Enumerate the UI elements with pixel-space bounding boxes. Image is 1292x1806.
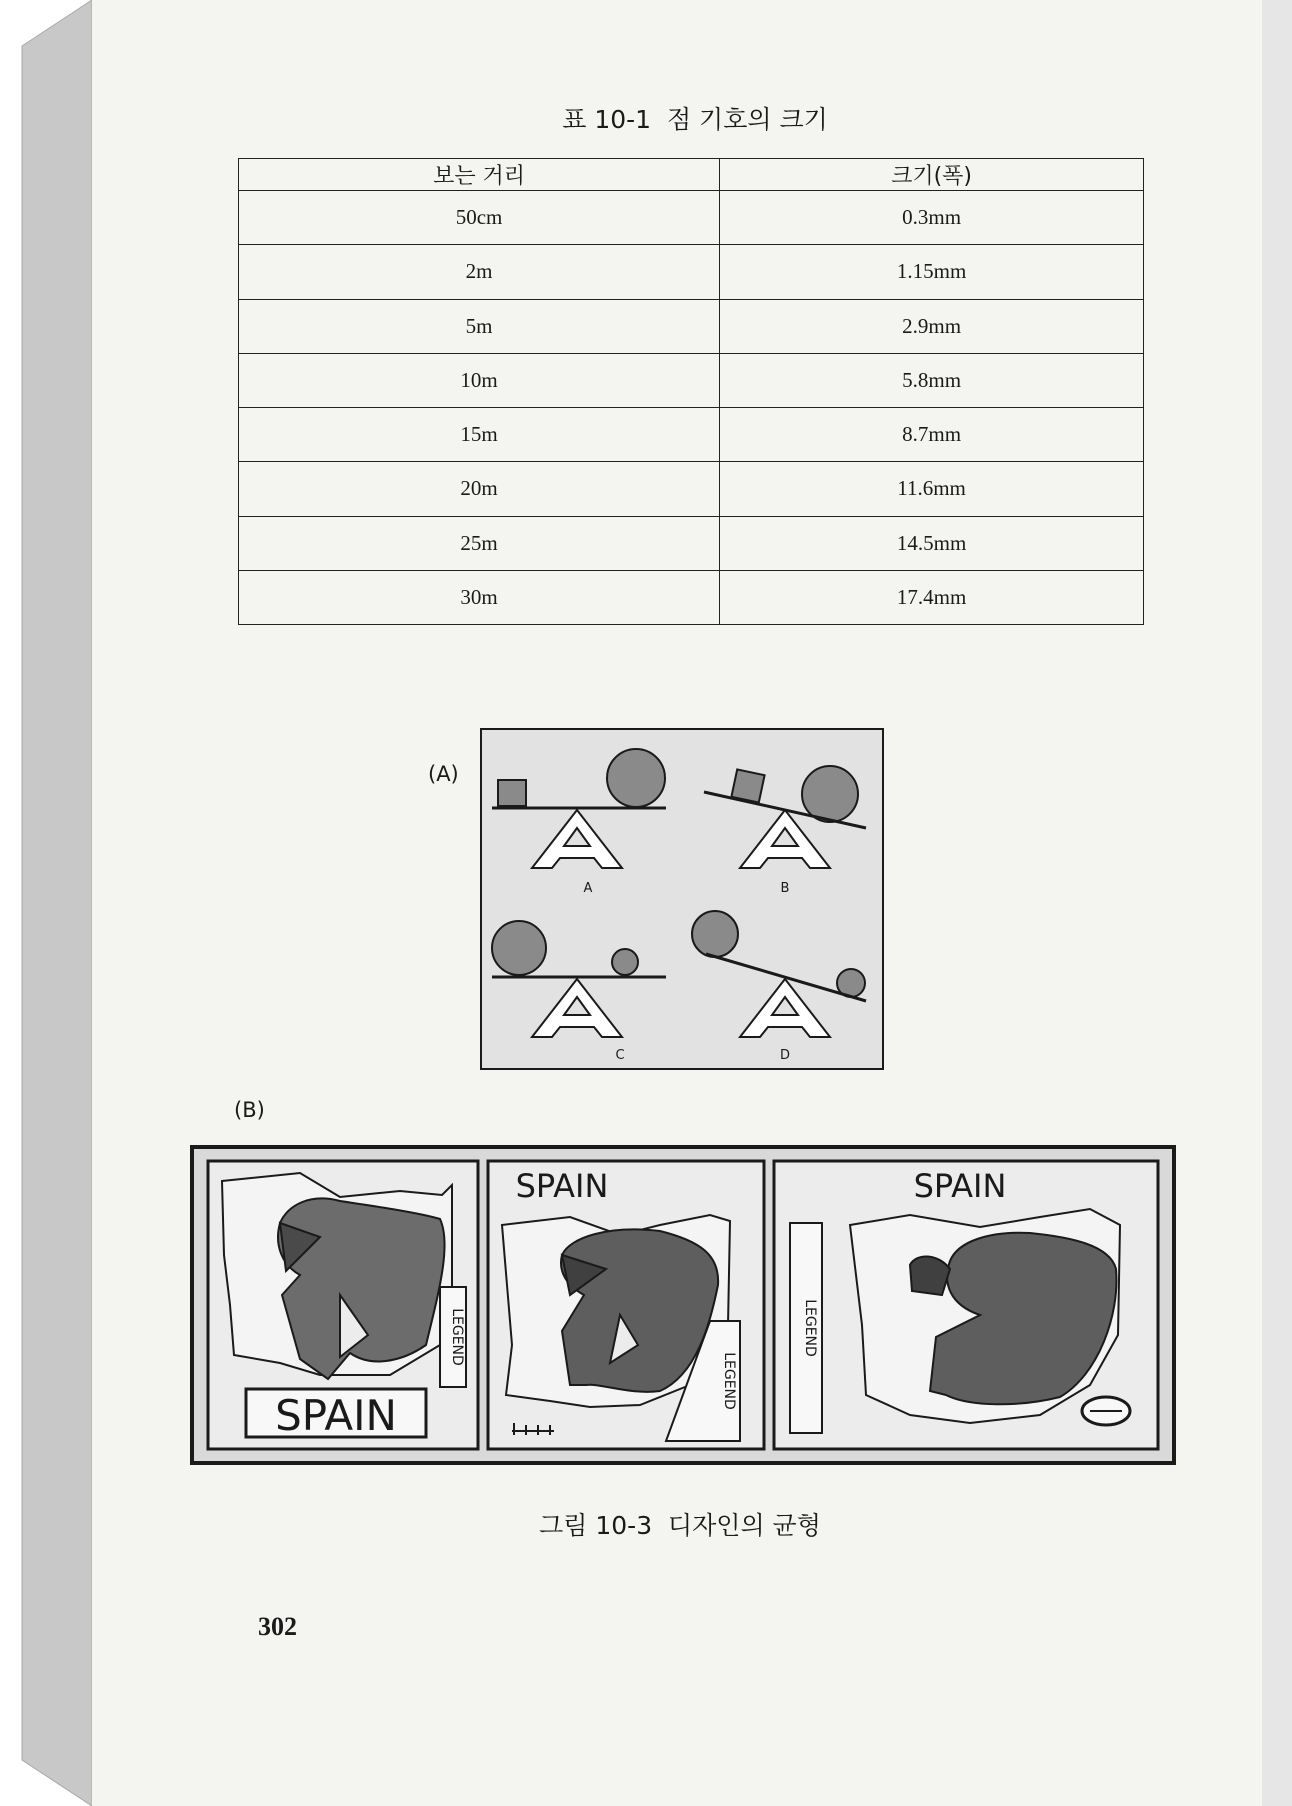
distance-cell: 2m [239, 245, 720, 299]
figure-caption: 그림 10-3 디자인의 균형 [539, 1511, 821, 1540]
distance-cell: 30m [239, 570, 720, 624]
seesaw-label: B [780, 881, 790, 896]
circle-weight [607, 749, 665, 807]
map-layout-2 [488, 1161, 764, 1449]
column-header-size-width: 크기(폭) [720, 159, 1144, 191]
size-cell: 11.6mm [720, 462, 1144, 516]
circle-weight [612, 949, 638, 975]
size-cell: 17.4mm [720, 570, 1144, 624]
map-title: SPAIN [913, 1167, 1007, 1205]
map-legend: LEGEND [802, 1299, 818, 1357]
table-row [239, 299, 1144, 353]
square-weight [731, 769, 764, 802]
map-title: SPAIN [515, 1167, 609, 1205]
page-number: 302 [258, 1612, 297, 1641]
distance-cell: 10m [239, 353, 720, 407]
distance-cell: 20m [239, 462, 720, 516]
table-row [239, 353, 1144, 407]
map-title: SPAIN [275, 1391, 397, 1440]
map-layout-1 [208, 1161, 478, 1449]
square-weight [498, 780, 526, 806]
table-row [239, 408, 1144, 462]
distance-cell: 15m [239, 408, 720, 462]
size-cell: 1.15mm [720, 245, 1144, 299]
panel-b-label: (B) [234, 1098, 265, 1122]
seesaw-label: D [779, 1048, 791, 1063]
distance-cell: 25m [239, 516, 720, 570]
size-cell: 8.7mm [720, 408, 1144, 462]
column-header-viewing-distance: 보는 거리 [239, 159, 720, 191]
seesaw-label: C [615, 1048, 625, 1063]
map-legend: LEGEND [449, 1308, 465, 1366]
table-row [239, 516, 1144, 570]
circle-weight [492, 921, 546, 975]
seesaw-label: A [583, 881, 593, 896]
distance-cell: 50cm [239, 191, 720, 245]
table-row [239, 191, 1144, 245]
size-cell: 2.9mm [720, 299, 1144, 353]
size-cell: 0.3mm [720, 191, 1144, 245]
seesaw-balance-figure [480, 728, 884, 1070]
spain-map-layouts-figure [190, 1145, 1176, 1465]
panel-a-label: (A) [428, 762, 459, 786]
size-cell: 5.8mm [720, 353, 1144, 407]
table-header-row [239, 159, 1144, 191]
map-legend: LEGEND [721, 1352, 737, 1410]
symbol-size-table [238, 158, 1144, 625]
size-cell: 14.5mm [720, 516, 1144, 570]
table-row [239, 462, 1144, 516]
table-row [239, 570, 1144, 624]
circle-weight [802, 766, 858, 822]
circle-weight [692, 911, 738, 957]
table-row [239, 245, 1144, 299]
map-layout-3 [774, 1161, 1158, 1449]
distance-cell: 5m [239, 299, 720, 353]
table-caption: 표 10-1 점 기호의 크기 [562, 105, 828, 134]
